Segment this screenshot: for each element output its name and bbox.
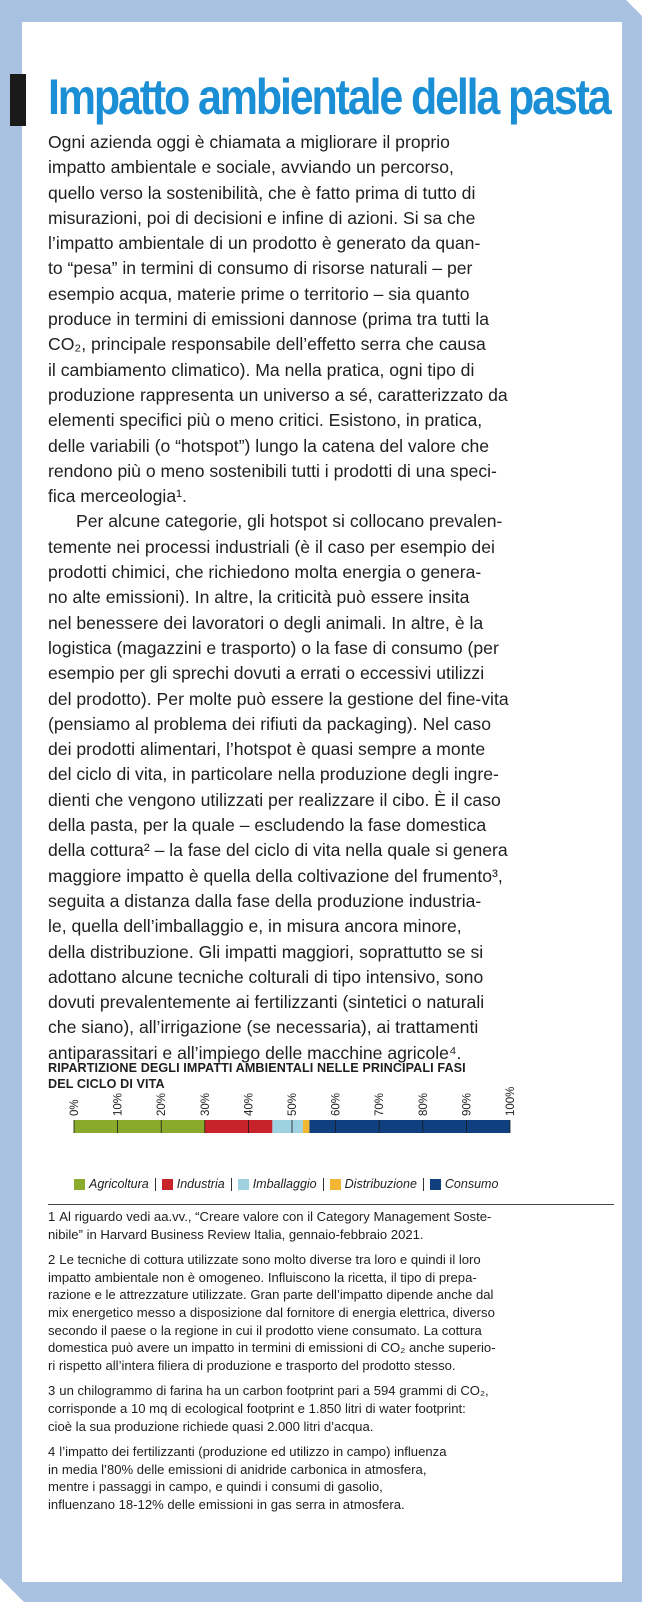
legend-label: Imballaggio [252,1177,317,1191]
footnote-line: influenzano 18-12% delle emissioni in gas serra in atmosfera. [48,1496,405,1512]
footnote-number: 1 [48,1209,56,1224]
tick-label: 10% [112,1092,125,1116]
body-line: del prodotto). Per molte può essere la gestione del fine-vita [48,688,509,709]
chart-legend [74,1176,498,1192]
legend-item-imballaggio [238,1176,317,1192]
body-line: dovuti prevalentemente ai fertilizzanti (sintetici o naturali [48,992,485,1013]
tick-label: 80% [417,1092,430,1116]
footnotes-divider [48,1204,614,1205]
body-line: produce in termini di emissioni dannose (prima tra tutti la [48,309,490,330]
bar-segment-distribuzione [303,1120,310,1133]
legend-item-consumo [430,1176,499,1192]
footnote-line: nibile” in Harvard Business Review Italia, gennaio-febbraio 2021. [48,1226,424,1242]
body-line: della distribuzione. Gli impatti maggiori, soprattutto se si [48,941,484,962]
body-line: fica merceologia¹. [48,486,187,507]
legend-label: Consumo [444,1177,499,1191]
body-line: esempio per gli sprechi dovuti a errati o eccessivi utilizzi [48,663,485,684]
article-panel [22,22,622,1582]
body-line: misurazioni, poi di decisioni e infine di azioni. Si sa che [48,207,476,228]
legend-item-distribuzione [330,1176,417,1192]
tick-label: 70% [374,1092,387,1116]
footnote-line: impatto ambientale non è omogeneo. Influiscono la ricetta, il tipo di prepa- [48,1269,477,1285]
body-line: prodotti chimici, che richiedono molta energia o genera- [48,562,482,583]
body-line: seguita a distanza dalla fase della produzione industria- [48,890,482,911]
legend-swatch [330,1179,341,1190]
body-line: delle variabili (o “hotspot”) lungo la catena del valore che [48,435,490,456]
legend-label: Industria [176,1177,225,1191]
legend-swatch [162,1179,173,1190]
chart-title-line: RIPARTIZIONE DEGLI IMPATTI AMBIENTALI NELLE PRINCIPALI FASI [48,1061,466,1075]
tick-label: 40% [243,1092,256,1116]
body-line: della cottura² – la fase del ciclo di vita nella quale si genera [48,840,508,861]
footnote-4 [48,1443,614,1513]
footnote-line: razione e le attrezzature utilizzate. Gran parte dell’impatto dipende anche dal [48,1287,494,1303]
footnote-line: l’impatto dei fertilizzanti (produzione ed utilizzo in campo) influenza [59,1444,447,1460]
body-line: to “pesa” in termini di consumo di risorse naturali – per [48,258,473,279]
body-line: impatto ambientale e sociale, avviando un percorso, [48,157,454,178]
body-line: no alte emissioni). In altre, la criticità può essere insita [48,587,470,608]
tick-label: 60% [330,1092,343,1116]
tick-label: 50% [287,1092,299,1116]
frame-corner-notch [0,1578,24,1602]
body-line: dei prodotti alimentari, l’hotspot è quasi sempre a monte [48,739,486,760]
body-line: dienti che vengono utilizzati per realizzare il cibo. È il caso [48,789,501,810]
stacked-bar-chart [22,22,622,1172]
legend-separator [155,1178,156,1191]
body-line: esempio acqua, materie prime o territorio – sia quanto [48,283,470,304]
body-line: CO₂, principale responsabile dell’effetto serra che causa [48,334,486,355]
footnote-3 [48,1382,614,1435]
legend-item-industria [162,1176,225,1192]
footnote-line: in media l’80% delle emissioni di anidride carbonica in atmosfera, [48,1461,427,1477]
body-line: antiparassitari e all’impiego delle macchine agricole⁴. [48,1042,462,1063]
body-line: le, quella dell’imballaggio e, in misura ancora minore, [48,916,462,937]
body-line: l’impatto ambientale di un prodotto è generato da quan- [48,233,481,254]
legend-swatch [74,1179,85,1190]
footnote-number: 4 [48,1444,56,1460]
body-line: adottano alcune tecniche colturali di tipo intensivo, sono [48,966,484,987]
body-line: della pasta, per la quale – escludendo la fase domestica [48,815,487,836]
bar-segment-industria [205,1120,273,1133]
body-line: elementi specifici più o meno critici. Esistono, in pratica, [48,410,483,431]
footnotes [48,1208,614,1522]
footnote-line: Le tecniche di cottura utilizzate sono molto diverse tra loro e quindi il loro [59,1252,481,1268]
footnote-2 [48,1251,614,1374]
footnote-line: corrisponde a 10 mq di ecological footprint e 1.850 litri di water footprint: [48,1400,466,1416]
frame-corner-notch [626,0,650,24]
footnote-number: 2 [48,1252,56,1268]
tick-label: 100% [505,1086,517,1116]
legend-item-agricoltura [74,1176,149,1192]
footnote-line: mix energetico messo a disposizione dal fornitore di energia elettrica, diverso [48,1304,495,1320]
footnote-number: 3 [48,1383,56,1399]
legend-swatch [430,1179,441,1190]
footnote-line: un chilogrammo di farina ha un carbon footprint pari a 594 grammi di CO₂, [59,1383,489,1399]
legend-separator [231,1178,232,1191]
footnote-1 [48,1208,614,1243]
body-line: rendono più o meno sostenibili tutti i prodotti di una speci- [48,460,497,481]
footnote-line: domestica può avere un impatto in termini di emissioni di CO₂ anche superio- [48,1340,496,1356]
tick-label: 30% [199,1092,212,1116]
tick-label: 20% [156,1092,169,1116]
tick-label: 90% [461,1092,474,1116]
tick-label: 0% [69,1099,81,1116]
body-line: temente nei processi industriali (è il caso per esempio dei [48,536,495,557]
footnote-line: cioè la sua produzione richiede quasi 2.000 litri d’acqua. [48,1418,374,1434]
body-line: quello verso la sostenibilità, che è fatto prima di tutto di [48,182,476,203]
body-line: Per alcune categorie, gli hotspot si collocano prevalen- [76,511,503,532]
body-line: che siano), all’irrigazione (se necessaria), ai trattamenti [48,1017,479,1038]
body-line: (pensiamo al problema dei rifiuti da packaging). Nel caso [48,713,492,734]
footnote-line: mentre i passaggi in campo, e quindi i consumi di gasolio, [48,1479,383,1495]
body-line: Ogni azienda oggi è chiamata a migliorare il proprio [48,132,450,152]
body-line: nel benessere dei lavoratori o degli animali. In altre, è la [48,612,484,633]
legend-swatch [238,1179,249,1190]
body-line: maggiore impatto è quella della coltivazione del frumento³, [48,865,503,886]
legend-separator [323,1178,324,1191]
body-line: del ciclo di vita, in particolare nella produzione degli ingre- [48,764,499,785]
legend-label: Distribuzione [344,1177,417,1191]
body-line: produzione rappresenta un universo a sé, caratterizzato da [48,384,508,405]
footnote-line: Al riguardo vedi aa.vv., “Creare valore con il Category Management Soste- [59,1209,492,1224]
bar-segment-imballaggio [272,1120,303,1133]
bar-segment-consumo [309,1120,510,1133]
article-title: Impatto ambientale della pasta [48,69,610,125]
footnote-line: ri rispetto all’intera filiera di produzione e trasporto del prodotto stesso. [48,1357,456,1373]
footnote-line: secondo il paese o la regione in cui il prodotto viene consumato. La cottura [48,1322,482,1338]
bar-segment-agricoltura [74,1120,205,1133]
legend-label: Agricoltura [89,1177,149,1191]
body-line: logistica (magazzini e trasporto) o la fase di consumo (per [48,637,499,658]
legend-separator [423,1178,424,1191]
chart-title-line: DEL CICLO DI VITA [48,1077,165,1091]
body-line: il cambiamento climatico). Ma nella pratica, ogni tipo di [48,359,475,380]
